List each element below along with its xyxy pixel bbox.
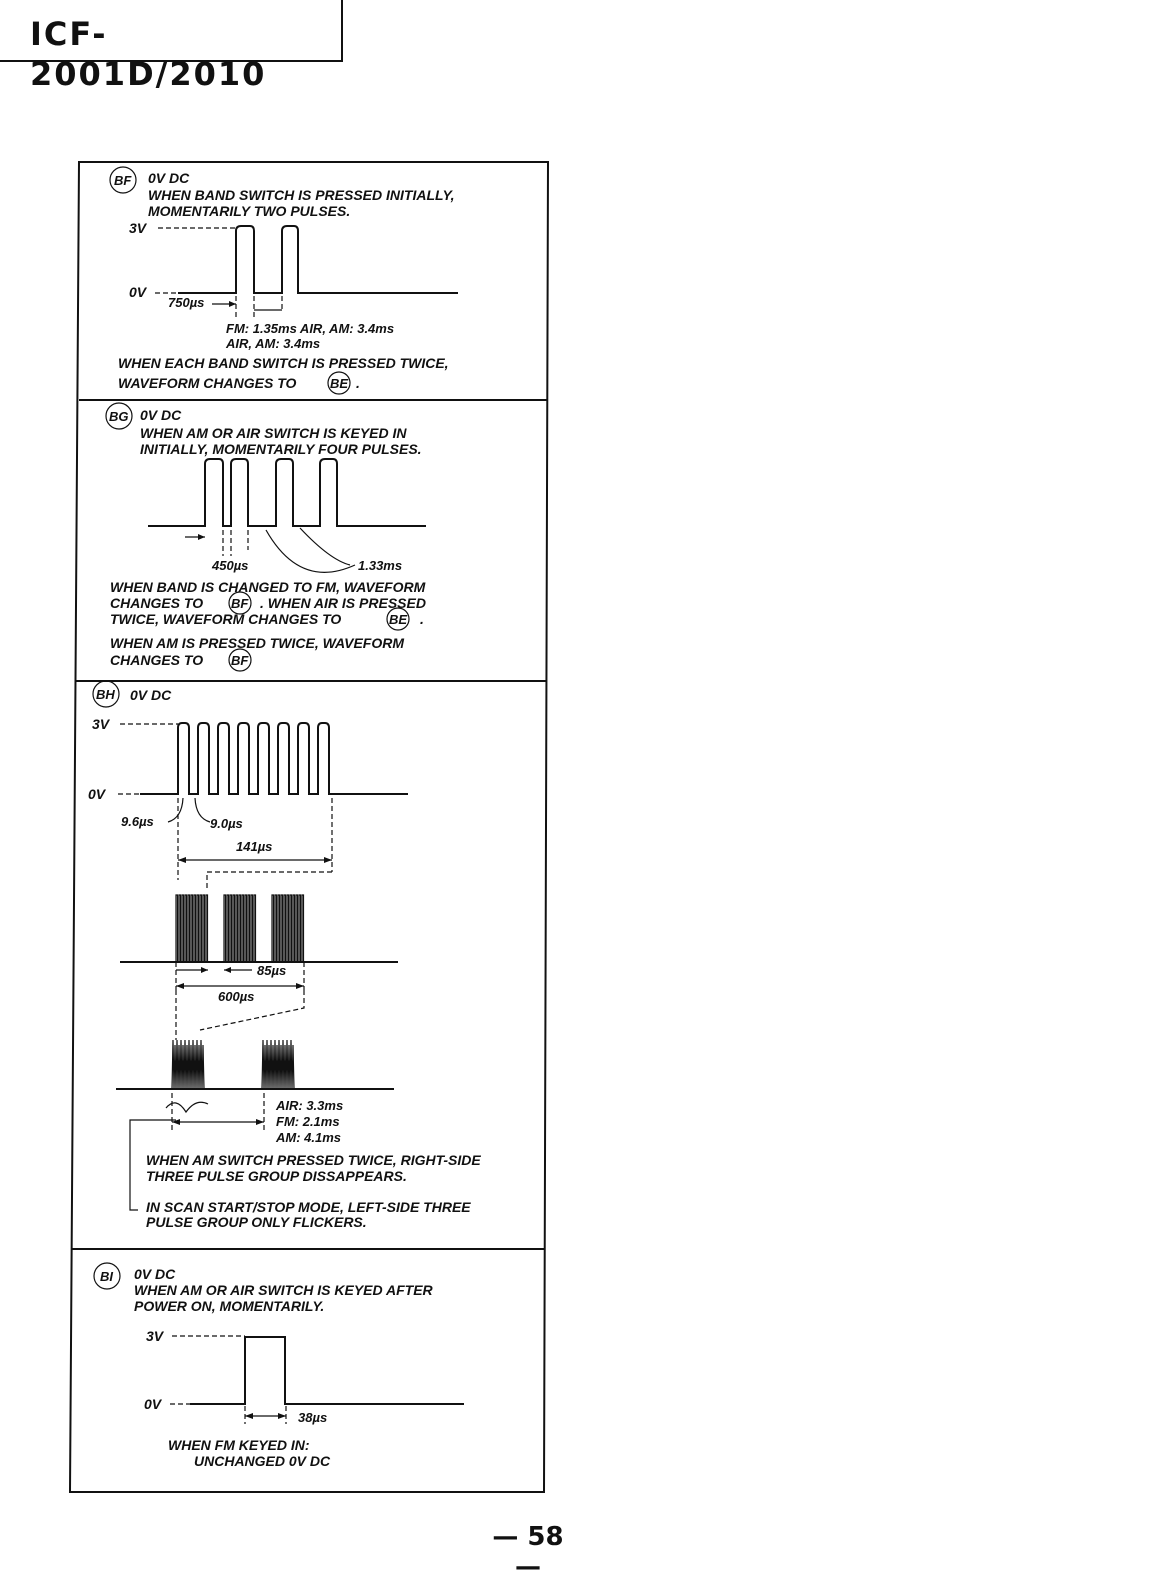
panel-bg: [106, 403, 426, 671]
note-line: CHANGES TO: [110, 595, 204, 611]
note-line: THREE PULSE GROUP DISSAPPEARS.: [146, 1168, 407, 1184]
test-point-label: BH: [96, 687, 115, 702]
model-title: ICF-2001D/2010: [30, 15, 267, 93]
pulse-width-label: 750µs: [168, 295, 205, 310]
burst-group: [224, 895, 257, 962]
note-line: UNCHANGED 0V DC: [194, 1453, 331, 1469]
burst-group-pulses: [224, 895, 257, 962]
waveform: [178, 226, 458, 293]
low-voltage-label: 0V: [129, 284, 147, 300]
period-label: AIR, AM: 3.4ms: [226, 336, 321, 351]
zoom-guide: [207, 872, 332, 890]
group-gap-label: 85µs: [257, 963, 287, 978]
leader-line: [168, 798, 183, 822]
pulse-train-waveform: [140, 723, 408, 794]
note-line: WHEN AM SWITCH PRESSED TWICE, RIGHT-SIDE: [146, 1152, 481, 1168]
burst-groups: [176, 895, 305, 962]
burst-group-pulses: [176, 895, 209, 962]
burst-packet: [172, 1040, 204, 1089]
burst-packet: [262, 1040, 294, 1089]
pulse-width-label: 9.6µs: [121, 814, 154, 829]
period-arrow: [266, 530, 355, 572]
panel-bh: [88, 681, 481, 1230]
dc-level: 0V DC: [148, 170, 190, 186]
dimension-arrow: [201, 967, 231, 973]
low-voltage-label: 0V: [144, 1396, 162, 1412]
burst-group-pulses: [272, 895, 305, 962]
period-label: FM: 1.35ms AIR, AM: 3.4ms: [226, 321, 395, 336]
burst-group: [176, 895, 209, 962]
note-line: WAVEFORM CHANGES TO: [118, 375, 297, 391]
burst-packets: [172, 1040, 294, 1089]
pulse-width-label: 450µs: [212, 558, 249, 573]
burst-length-label: 141µs: [236, 839, 273, 854]
panel-bi: [94, 1263, 464, 1469]
period-label: AM: 4.1ms: [276, 1130, 342, 1145]
description-line: WHEN BAND SWITCH IS PRESSED INITIALLY,: [148, 187, 455, 203]
note-line: TWICE, WAVEFORM CHANGES TO: [110, 611, 342, 627]
period-arrow: [300, 528, 350, 565]
group-length-label: 600µs: [218, 989, 255, 1004]
low-voltage-label: 0V: [88, 786, 106, 802]
panel-bf: [110, 167, 458, 394]
test-point-ref: BF: [231, 596, 249, 611]
description-line: MOMENTARILY TWO PULSES.: [148, 203, 351, 219]
leader-line: [195, 798, 210, 822]
description-line: INITIALLY, MOMENTARILY FOUR PULSES.: [140, 441, 422, 457]
test-point-label: BI: [100, 1269, 113, 1284]
page-number: — 58 —: [492, 1522, 564, 1582]
note-end: .: [420, 611, 424, 627]
pulse-width-label: 38µs: [298, 1410, 328, 1425]
test-point-label: BG: [109, 409, 129, 424]
note-line: WHEN FM KEYED IN:: [168, 1437, 310, 1453]
dc-level: 0V DC: [140, 407, 182, 423]
high-voltage-label: 3V: [146, 1328, 164, 1344]
waveform: [190, 1337, 464, 1404]
waveform: [148, 459, 426, 526]
note-line: WHEN EACH BAND SWITCH IS PRESSED TWICE,: [118, 355, 449, 371]
pulse-gap-label: 9.0µs: [210, 816, 243, 831]
note-line: . WHEN AIR IS PRESSED: [260, 595, 426, 611]
note-line: IN SCAN START/STOP MODE, LEFT-SIDE THREE: [146, 1199, 471, 1215]
test-point-ref: BE: [330, 376, 349, 391]
note-line: PULSE GROUP ONLY FLICKERS.: [146, 1214, 367, 1230]
dc-level: 0V DC: [134, 1266, 176, 1282]
dc-level: 0V DC: [130, 687, 172, 703]
test-point-label: BF: [114, 173, 132, 188]
dimension-arrow: [198, 534, 205, 540]
note-line: WHEN BAND IS CHANGED TO FM, WAVEFORM: [110, 579, 426, 595]
test-point-ref: BE: [389, 612, 408, 627]
note-line: WHEN AM IS PRESSED TWICE, WAVEFORM: [110, 635, 405, 651]
period-label: 1.33ms: [358, 558, 403, 573]
note-line: CHANGES TO: [110, 652, 204, 668]
dimension-arrow: [229, 301, 236, 307]
description-line: WHEN AM OR AIR SWITCH IS KEYED AFTER: [134, 1282, 433, 1298]
high-voltage-label: 3V: [92, 716, 110, 732]
period-label: AIR: 3.3ms: [276, 1098, 344, 1113]
description-line: WHEN AM OR AIR SWITCH IS KEYED IN: [140, 425, 407, 441]
period-label: FM: 2.1ms: [276, 1114, 340, 1129]
burst-group: [272, 895, 305, 962]
note-end: .: [356, 375, 360, 391]
description-line: POWER ON, MOMENTARILY.: [134, 1298, 325, 1314]
high-voltage-label: 3V: [129, 220, 147, 236]
test-point-ref: BF: [231, 653, 249, 668]
